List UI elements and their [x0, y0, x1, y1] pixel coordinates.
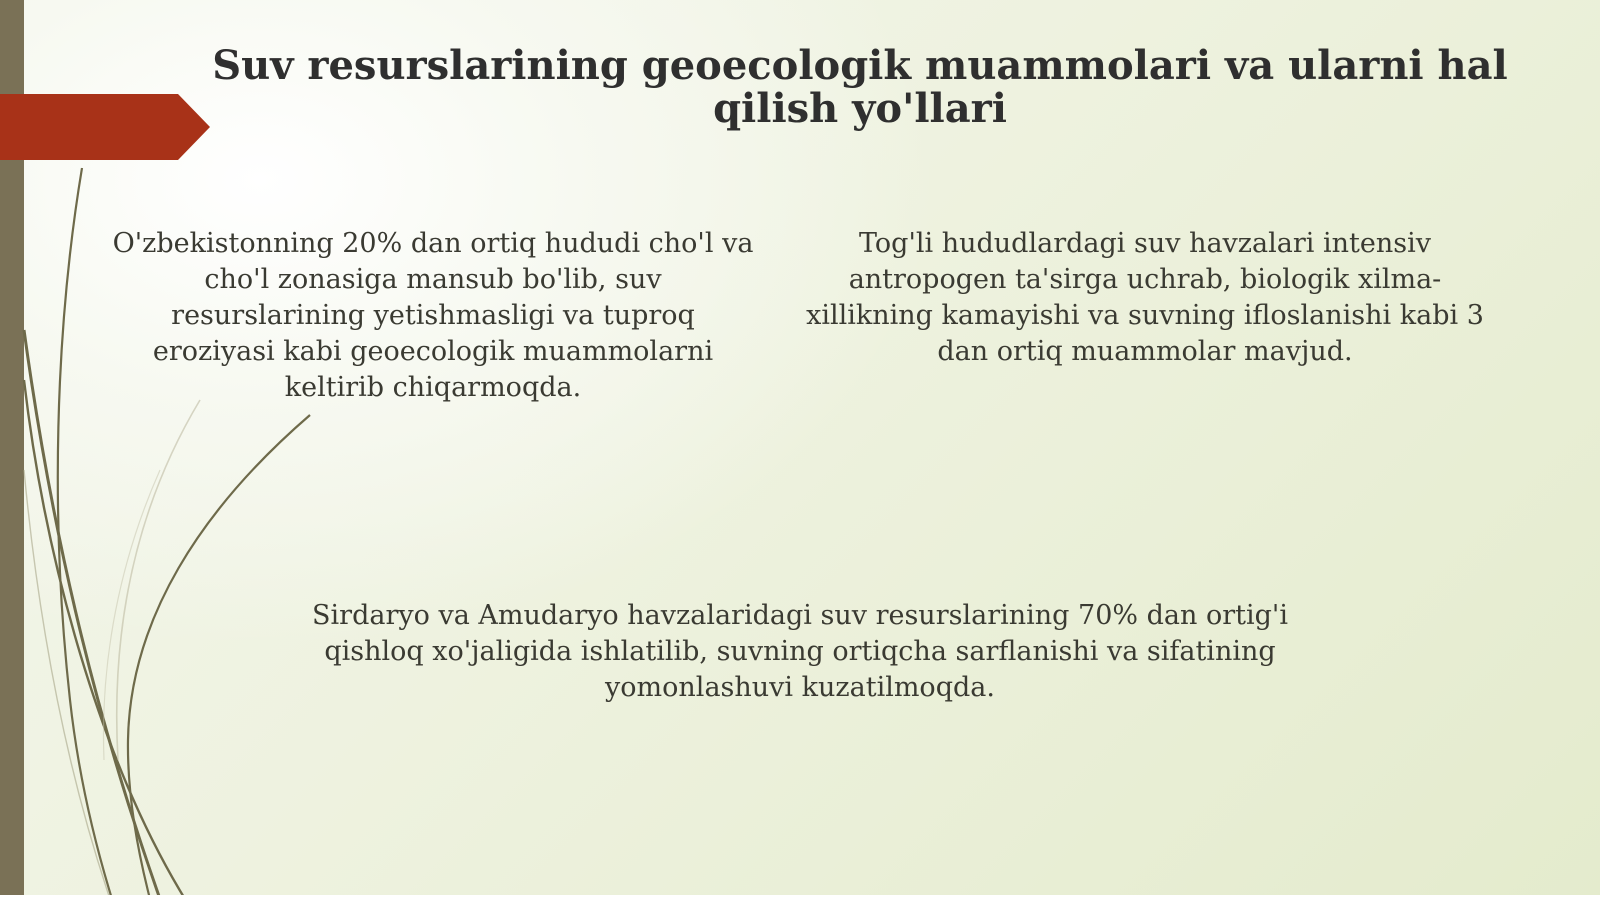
text-block-left: O'zbekistonning 20% dan ortiq hududi cho'l va cho'l zonasiga mansub bo'lib, suv resurslarining yetishmasligi va tuproq eroziyasi kabi geoecologik muammolarni keltirib chiqarmoqda.	[112, 228, 754, 403]
slide-title: Suv resurslarining geoecologik muammolari va ularni hal qilish yo'llari	[212, 42, 1508, 132]
text-block-bottom: Sirdaryo va Amudaryo havzalaridagi suv resurslarining 70% dan ortig'i qishloq xo'jaligida ishlatilib, suvning ortiqcha sarflanishi va sifatining yomonlashuvi kuzatilmoqda.	[312, 600, 1288, 703]
text-block-right: Tog'li hududlardagi suv havzalari intensiv antropogen ta'sirga uchrab, biologik xilma-xillikning kamayishi va suvning ifloslanishi kabi 3 dan ortiq muammolar mavjud.	[806, 228, 1484, 367]
bottom-edge-strip	[0, 895, 1600, 899]
